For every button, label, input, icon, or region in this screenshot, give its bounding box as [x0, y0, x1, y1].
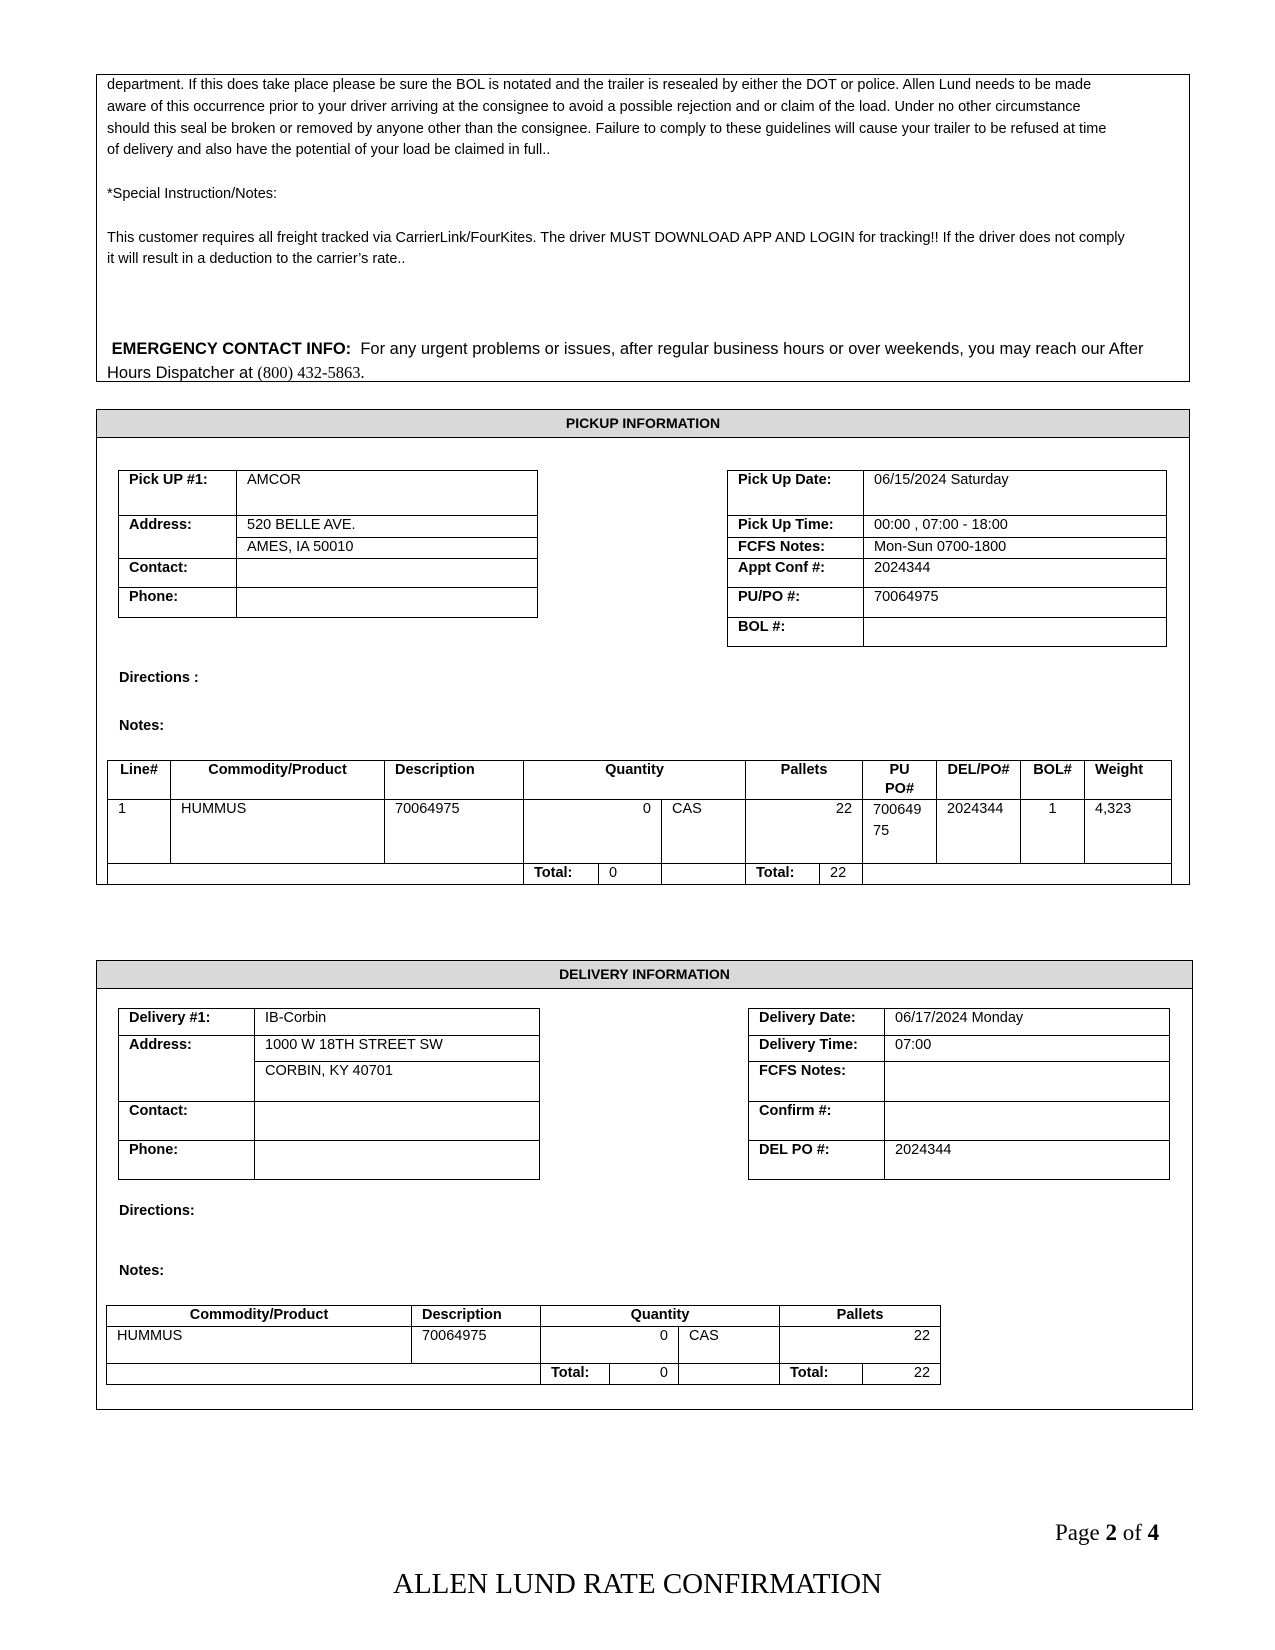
pickup-address-label: Address:: [119, 516, 237, 538]
cell-del-po: 2024344: [937, 800, 1021, 864]
delivery-number-label: Delivery #1:: [119, 1009, 255, 1036]
delivery-confirm-value: [885, 1102, 1170, 1141]
pickup-schedule-table: [727, 470, 1167, 647]
seal-policy-line: department. If this does take place please be sure the BOL is notated and the trailer is resealed by either the DOT or police. Allen Lund needs to be made: [107, 77, 1092, 93]
cell-pu-po-part: 75: [873, 823, 890, 839]
cell-pu-po-part: 700649: [873, 802, 922, 818]
pickup-address-line1: 520 BELLE AVE.: [237, 516, 538, 538]
delivery-company: IB-Corbin: [255, 1009, 540, 1036]
col-header-description: Description: [412, 1306, 541, 1327]
delivery-phone-value: [255, 1141, 540, 1180]
delivery-po-label: DEL PO #:: [749, 1141, 885, 1180]
pickup-fcfs-value: Mon-Sun 0700-1800: [864, 538, 1167, 559]
pickup-bol-value: [864, 618, 1167, 647]
pickup-fcfs-label: FCFS Notes:: [728, 538, 864, 559]
pickup-po-value: 70064975: [864, 588, 1167, 618]
col-header-description: Description: [385, 761, 524, 800]
pickup-time-value: 00:00 , 07:00 - 18:00: [864, 516, 1167, 538]
pickup-section-heading: PICKUP INFORMATION: [97, 410, 1189, 438]
cell-quantity: 0: [541, 1327, 679, 1364]
page-prefix: Page: [1055, 1520, 1100, 1545]
col-header-commodity: Commodity/Product: [107, 1306, 412, 1327]
seal-policy-line: of delivery and also have the potential of your load be claimed in full..: [107, 142, 551, 159]
cell-weight: 4,323: [1085, 800, 1172, 864]
delivery-address-line2: CORBIN, KY 40701: [255, 1062, 540, 1102]
delivery-notes-label: Notes:: [119, 1263, 165, 1279]
pickup-po-label: PU/PO #:: [728, 588, 864, 618]
col-header-line: Line#: [108, 761, 171, 800]
delivery-time-label: Delivery Time:: [749, 1036, 885, 1062]
col-header-del-po: DEL/PO#: [937, 761, 1021, 800]
pickup-number-label: Pick UP #1:: [119, 471, 237, 516]
delivery-location-table: [118, 1008, 540, 1180]
delivery-directions-label: Directions:: [119, 1203, 195, 1219]
pickup-date-value: 06/15/2024 Saturday: [864, 471, 1167, 516]
pickup-bol-label: BOL #:: [728, 618, 864, 647]
pickup-contact-value: [237, 559, 538, 588]
emergency-contact-text: Hours Dispatcher at: [107, 364, 253, 382]
delivery-address-line1: 1000 W 18TH STREET SW: [255, 1036, 540, 1062]
carrier-instructions-box: [96, 74, 1190, 382]
delivery-commodity-table: [106, 1305, 941, 1385]
qty-total-label: Total:: [524, 864, 599, 885]
pickup-appt-value: 2024344: [864, 559, 1167, 588]
pallets-total-label: Total:: [780, 1364, 863, 1385]
page-number: [1055, 1520, 1159, 1546]
delivery-section-heading: DELIVERY INFORMATION: [97, 961, 1192, 989]
special-instructions-line: it will result in a deduction to the carrier’s rate..: [107, 251, 406, 268]
pallets-total-value: 22: [863, 1364, 941, 1385]
col-header-pallets: Pallets: [746, 761, 863, 800]
special-instructions-line: This customer requires all freight tracked via CarrierLink/FourKites. The driver MUST DOWNLOAD APP AND LOGIN for tracking!! If the driver does not comply: [107, 229, 1125, 246]
page-total: 4: [1147, 1520, 1160, 1545]
delivery-date-value: 06/17/2024 Monday: [885, 1009, 1170, 1036]
table-row: [108, 800, 1172, 864]
delivery-time-value: 07:00: [885, 1036, 1170, 1062]
pickup-commodity-table: [107, 760, 1172, 885]
delivery-schedule-table: [748, 1008, 1170, 1180]
pallets-total-value: 22: [820, 864, 863, 885]
table-row: [107, 1327, 941, 1364]
cell-commodity: HUMMUS: [107, 1327, 412, 1364]
delivery-fcfs-label: FCFS Notes:: [749, 1062, 885, 1102]
pickup-notes-label: Notes:: [119, 718, 165, 734]
cell-pu-po: [863, 800, 937, 864]
col-header-commodity: Commodity/Product: [171, 761, 385, 800]
cell-line: 1: [108, 800, 171, 864]
pickup-phone-value: [237, 588, 538, 618]
cell-pallets: 22: [746, 800, 863, 864]
seal-policy-line: should this seal be broken or removed by anyone other than the consignee. Failure to comply to these guidelines will cause your trailer to be refused at time: [107, 120, 1107, 137]
delivery-confirm-label: Confirm #:: [749, 1102, 885, 1141]
totals-row: [107, 1364, 941, 1385]
cell-quantity: 0: [524, 800, 662, 864]
emergency-contact-label: EMERGENCY CONTACT INFO:: [111, 340, 352, 358]
cell-unit: CAS: [662, 800, 746, 864]
pickup-appt-label: Appt Conf #:: [728, 559, 864, 588]
pickup-date-label: Pick Up Date:: [728, 471, 864, 516]
delivery-contact-label: Contact:: [119, 1102, 255, 1141]
emergency-contact-text: For any urgent problems or issues, after regular business hours or over weekends, you may reach our After: [360, 340, 1144, 358]
cell-description: 70064975: [412, 1327, 541, 1364]
qty-total-value: 0: [610, 1364, 679, 1385]
emergency-phone: (800) 432-5863.: [257, 363, 365, 382]
cell-pallets: 22: [780, 1327, 941, 1364]
document-footer-title: ALLEN LUND RATE CONFIRMATION: [393, 1568, 882, 1600]
cell-bol: 1: [1021, 800, 1085, 864]
qty-total-label: Total:: [541, 1364, 610, 1385]
col-header-quantity: Quantity: [524, 761, 746, 800]
pickup-directions-label: Directions :: [119, 670, 199, 686]
col-header-pu-po: PU PO#: [863, 761, 937, 800]
cell-unit: CAS: [679, 1327, 780, 1364]
delivery-po-value: 2024344: [885, 1141, 1170, 1180]
delivery-address-label: Address:: [119, 1036, 255, 1062]
totals-row: [108, 864, 1172, 885]
delivery-phone-label: Phone:: [119, 1141, 255, 1180]
delivery-date-label: Delivery Date:: [749, 1009, 885, 1036]
page-current: 2: [1105, 1520, 1117, 1545]
col-header-bol: BOL#: [1021, 761, 1085, 800]
pickup-location-table: [118, 470, 538, 618]
pickup-address-line2: AMES, IA 50010: [237, 538, 538, 559]
delivery-fcfs-value: [885, 1062, 1170, 1102]
pickup-time-label: Pick Up Time:: [728, 516, 864, 538]
col-header-quantity: Quantity: [541, 1306, 780, 1327]
qty-total-value: 0: [599, 864, 662, 885]
pickup-contact-label: Contact:: [119, 559, 237, 588]
pallets-total-label: Total:: [746, 864, 820, 885]
special-instructions-heading: *Special Instruction/Notes:: [107, 185, 278, 202]
emergency-contact-info: [107, 337, 1177, 385]
seal-policy-line: aware of this occurrence prior to your driver arriving at the consignee to avoid a possible rejection and or claim of the load. Under no other circumstance: [107, 98, 1081, 115]
cell-commodity: HUMMUS: [171, 800, 385, 864]
pickup-company: AMCOR: [237, 471, 538, 516]
page-of: of: [1122, 1520, 1142, 1545]
col-header-pallets: Pallets: [780, 1306, 941, 1327]
delivery-contact-value: [255, 1102, 540, 1141]
cell-description: 70064975: [385, 800, 524, 864]
col-header-weight: Weight: [1085, 761, 1172, 800]
pickup-phone-label: Phone:: [119, 588, 237, 618]
